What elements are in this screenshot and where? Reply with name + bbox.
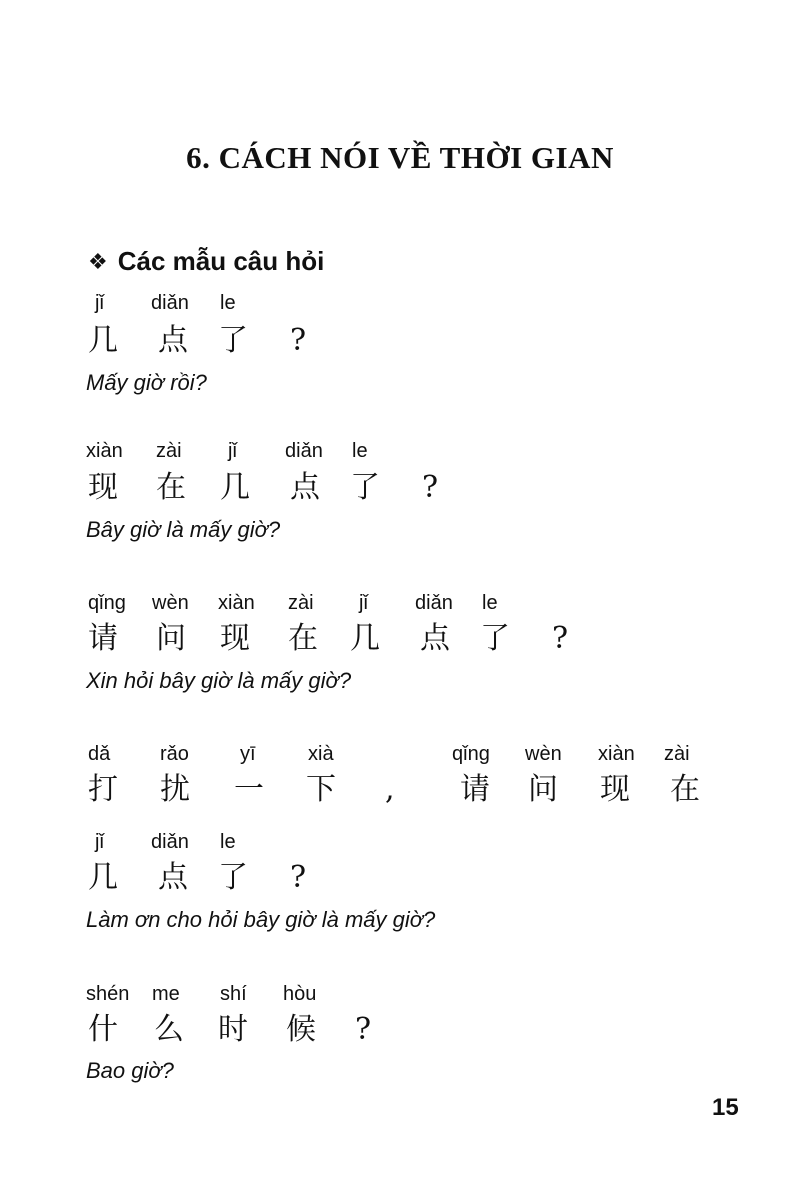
question-mark: ? [552,621,569,656]
hanzi-character: 了 [218,860,248,895]
hanzi-character: 时 [218,1012,248,1047]
pinyin-syllable: wèn [152,592,189,614]
hanzi-character: 扰 [160,772,190,807]
hanzi-character: 几 [220,470,250,505]
pinyin-syllable: yī [240,743,256,765]
pinyin-syllable: jǐ [228,440,237,462]
pinyin-syllable: diǎn [151,292,189,314]
phrase-translation: Làm ơn cho hỏi bây giờ là mấy giờ? [86,907,436,932]
hanzi-character: 问 [528,772,558,807]
pinyin-syllable: le [352,440,368,462]
pinyin-syllable: qǐng [88,592,126,614]
pinyin-syllable: me [152,983,180,1005]
hanzi-character: 了 [350,470,380,505]
pinyin-syllable: xiàn [218,592,255,614]
phrase-translation: Bao giờ? [86,1058,174,1083]
pinyin-syllable: jǐ [95,292,104,314]
question-mark: ? [422,470,439,505]
phrase-translation: Mấy giờ rồi? [86,370,207,395]
comma-mark: , [385,772,395,807]
pinyin-syllable: diǎn [415,592,453,614]
diamond-bullet-icon: ❖ [88,249,108,274]
question-mark: ? [290,323,307,358]
hanzi-character: 问 [156,621,186,656]
pinyin-syllable: jǐ [95,831,104,853]
hanzi-character: 点 [290,470,320,505]
hanzi-character: 现 [220,621,250,656]
hanzi-character: 下 [306,772,336,807]
section-heading [88,246,324,277]
pinyin-syllable: le [220,831,236,853]
phrase-translation: Bây giờ là mấy giờ? [86,517,281,542]
question-mark: ? [290,860,307,895]
pinyin-syllable: qǐng [452,743,490,765]
hanzi-character: 在 [670,772,700,807]
hanzi-character: 几 [88,323,118,358]
hanzi-character: 现 [600,772,630,807]
hanzi-character: 几 [88,860,118,895]
chapter-title: 6. CÁCH NÓI VỀ THỜI GIAN [186,140,614,175]
hanzi-character: 打 [88,772,118,807]
hanzi-character: 点 [420,621,450,656]
hanzi-character: 请 [460,772,490,807]
hanzi-character: 么 [154,1012,184,1047]
pinyin-syllable: jǐ [359,592,368,614]
phrase-translation: Xin hỏi bây giờ là mấy giờ? [86,668,352,693]
pinyin-syllable: zài [664,743,690,765]
page-number: 15 [712,1094,739,1121]
pinyin-syllable: xiàn [86,440,123,462]
pinyin-syllable: rǎo [160,743,189,765]
hanzi-character: 请 [88,621,118,656]
pinyin-syllable: hòu [283,983,317,1005]
hanzi-character: 了 [218,323,248,358]
pinyin-syllable: diǎn [285,440,323,462]
pinyin-syllable: le [220,292,236,314]
pinyin-syllable: wèn [525,743,562,765]
hanzi-character: 了 [480,621,510,656]
hanzi-character: 点 [158,323,188,358]
pinyin-syllable: shén [86,983,130,1005]
pinyin-syllable: xià [308,743,334,765]
question-mark: ? [355,1012,372,1047]
hanzi-character: 在 [288,621,318,656]
section-heading-text: Các mẫu câu hỏi [117,246,325,276]
hanzi-character: 现 [88,470,118,505]
pinyin-syllable: dǎ [88,743,111,765]
hanzi-character: 几 [350,621,380,656]
hanzi-character: 候 [286,1012,316,1047]
hanzi-character: 在 [156,470,186,505]
pinyin-syllable: zài [156,440,182,462]
pinyin-syllable: zài [288,592,314,614]
pinyin-syllable: diǎn [151,831,189,853]
hanzi-character: 一 [234,772,264,807]
hanzi-character: 什 [88,1012,118,1047]
hanzi-character: 点 [158,860,188,895]
pinyin-syllable: le [482,592,498,614]
pinyin-syllable: shí [220,983,247,1005]
pinyin-syllable: xiàn [598,743,635,765]
